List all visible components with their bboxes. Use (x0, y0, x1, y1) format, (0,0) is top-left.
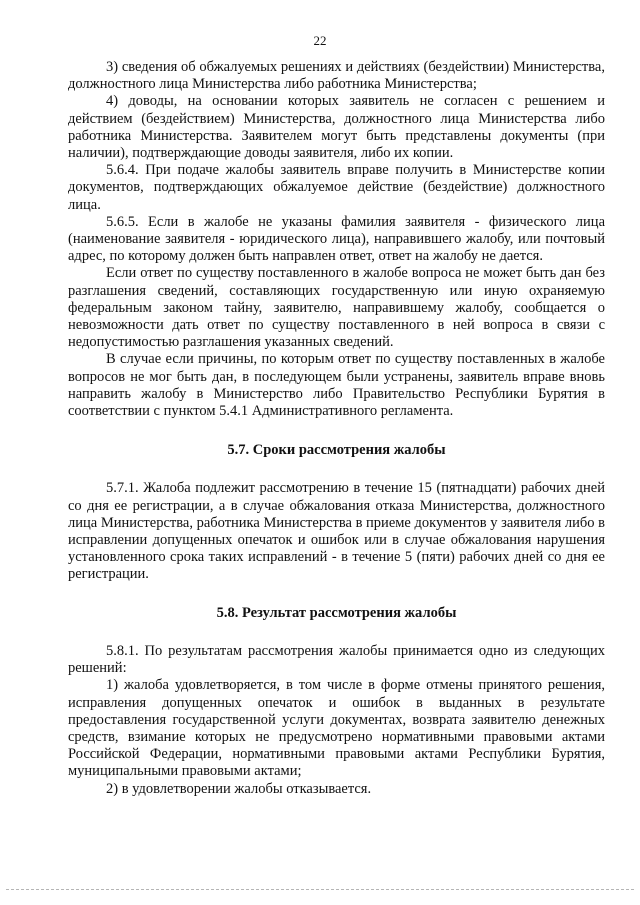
paragraph-resubmission: В случае если причины, по которым ответ по существу поставленных в жалобе вопросов не мог быть дан, в последующем были устранены, заявитель вправе вновь направить жалобу в Министерство либо Правительство Республики Бурятия в соответствии с пунктом 5.4.1 Административного регламента. (68, 351, 605, 420)
paragraph-secrecy: Если ответ по существу поставленного в жалобе вопроса не может быть дан без разглашения сведений, составляющих государственную или иную охраняемую федеральным законом тайну, заявителю, направившему жалобу, сообщается о невозможности дать ответ по существу поставленного в ней вопроса в связи с недопустимостью разглашения указанных сведений. (68, 265, 605, 351)
paragraph-5-6-4: 5.6.4. При подаче жалобы заявитель вправе получить в Министерстве копии документов, подтверждающих обжалуемое действие (бездействие) должностного лица. (68, 162, 605, 213)
section-heading-5-8: 5.8. Результат рассмотрения жалобы (216, 604, 457, 621)
document-body (68, 59, 605, 798)
paragraph-decision-2: 2) в удовлетворении жалобы отказывается. (106, 780, 372, 797)
paragraph-5-7-1: 5.7.1. Жалоба подлежит рассмотрению в течение 15 (пятнадцати) рабочих дней со дня ее регистрации, а в случае обжалования отказа Министерства, должностного лица Министерства, работника Министерства в приеме документов у заявителя либо в исправлении допущенных опечаток и ошибок или в случае обжалования нарушения установленного срока таких исправлений - в течение 5 (пяти) рабочих дней со дня ее регистрации. (68, 480, 605, 583)
scan-footer-line (6, 889, 634, 890)
paragraph-item-3: 3) сведения об обжалуемых решениях и действиях (бездействии) Министерства, должностного лица Министерства либо работника Министерства; (68, 59, 605, 93)
section-heading-5-7: 5.7. Сроки рассмотрения жалобы (227, 442, 446, 459)
page-number: 22 (313, 33, 327, 48)
paragraph-item-4: 4) доводы, на основании которых заявитель не согласен с решением и действием (бездействием) Министерства, должностного лица Министерства либо работника Министерства. Заявителем могут быть представлены документы (при наличии), подтверждающие доводы заявителя, либо их копии. (68, 93, 605, 162)
paragraph-5-8-1: 5.8.1. По результатам рассмотрения жалобы принимается одно из следующих решений: (68, 642, 605, 677)
paragraph-5-6-5: 5.6.5. Если в жалобе не указаны фамилия заявителя - физического лица (наименование заявителя - юридического лица), направившего жалобу, или почтовый адрес, по которому должен быть направлен ответ, ответ на жалобу не дается. (68, 213, 605, 265)
paragraph-decision-1: 1) жалоба удовлетворяется, в том числе в форме отмены принятого решения, исправления допущенных опечаток и ошибок в выданных в результате предоставления государственной услуги документах, возврата заявителю денежных средств, взимание которых не предусмотрено нормативными правовыми актами Российской Федерации, нормативными правовыми актами Республики Бурятия, муниципальными правовыми актами; (68, 677, 605, 780)
